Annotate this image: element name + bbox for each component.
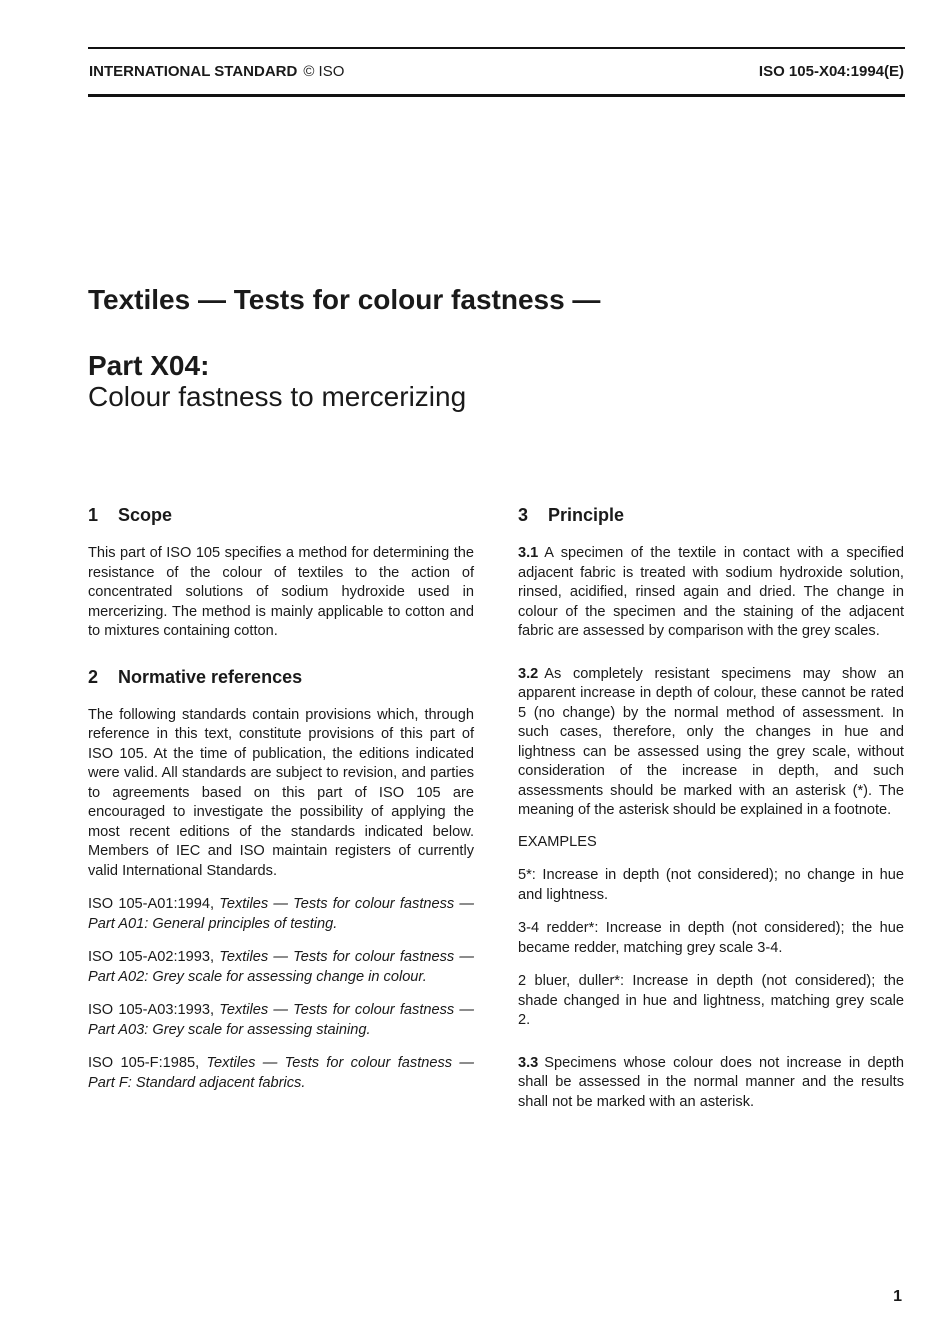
header-standard-number: ISO 105-X04:1994(E) <box>758 63 904 80</box>
header-copyright: © ISO <box>303 63 345 80</box>
section-heading-principle <box>518 503 904 527</box>
header-standard-label <box>89 63 344 80</box>
reference-code: ISO 105-A01:1994, <box>88 896 215 912</box>
scope-paragraph: This part of ISO 105 specifies a method for determining the resistance of the colour of textiles to the action of concentrated solutions of sodium hydroxide used in mercerizing. The method is mainly applicable to cotton and to mixtures containing cotton. <box>88 545 474 639</box>
section-title: Principle <box>548 505 625 525</box>
reference-item <box>88 1001 474 1040</box>
section-number: 1 <box>88 505 99 525</box>
clause-number: 3.3 <box>518 1054 539 1071</box>
section-title: Scope <box>118 505 173 525</box>
clause-3-3 <box>518 1054 904 1113</box>
page-number: 1 <box>893 1288 902 1305</box>
example-item: 5*: Increase in depth (not considered); no change in hue and lightness. <box>518 867 904 903</box>
reference-item <box>88 895 474 934</box>
reference-title: Textiles — Tests for colour fastness — Part A01: General principles of testing. <box>88 896 474 932</box>
header-top-rule <box>88 47 905 49</box>
section-title: Normative references <box>118 666 303 687</box>
clause-number: 3.1 <box>518 545 539 561</box>
example-item: 3-4 redder*: Increase in depth (not considered); the hue became redder, matching grey scale 3-4. <box>518 920 904 956</box>
section-heading-scope <box>88 503 474 527</box>
examples-label: EXAMPLES <box>518 833 597 850</box>
clause-text: Specimens whose colour does not increase in depth shall be assessed in the normal manner and the results shall not be marked with an asterisk. <box>518 1054 904 1110</box>
reference-title: Textiles — Tests for colour fastness — Part F: Standard adjacent fabrics. <box>88 1055 474 1091</box>
section-number: 3 <box>518 505 529 525</box>
right-column <box>518 503 904 1112</box>
example-item: 2 bluer, duller*: Increase in depth (not considered); the shade changed in hue and lightness, matching grey scale 2. <box>518 973 904 1028</box>
reference-title: Textiles — Tests for colour fastness — Part A02: Grey scale for assessing change in colour. <box>88 949 474 985</box>
clause-number: 3.2 <box>518 665 539 682</box>
reference-code: ISO 105-F:1985, <box>88 1055 200 1071</box>
reference-code: ISO 105-A03:1993, <box>88 1002 215 1018</box>
header-bottom-rule <box>88 94 905 97</box>
document-part: Part X04: <box>88 350 210 381</box>
document-title: Textiles — Tests for colour fastness — <box>88 284 601 315</box>
document-subtitle: Colour fastness to mercerizing <box>88 381 467 412</box>
normative-intro-paragraph: The following standards contain provisions which, through reference in this text, constitute provisions of this part of ISO 105. At the time of publication, the editions indicated were valid. All standards are subject to revision, and parties to agreements based on this part of ISO 105 are encouraged to investigate the possibility of applying the most recent editions of the standards indicated below. Members of IEC and ISO maintain registers of currently valid International Standards. <box>88 706 474 879</box>
left-column <box>88 503 474 1093</box>
reference-item <box>88 1054 474 1093</box>
header-standard-type: INTERNATIONAL STANDARD <box>89 63 298 80</box>
reference-code: ISO 105-A02:1993, <box>88 949 215 965</box>
clause-3-1 <box>518 544 904 642</box>
clause-3-2 <box>518 665 904 821</box>
section-number: 2 <box>88 666 99 687</box>
section-heading-normative-references <box>88 665 474 689</box>
clause-text: As completely resistant specimens may show an apparent increase in depth of colour, these cannot be rated 5 (no change) by the normal method of assessment. In such cases, therefore, only the changes in hue and lightness can be assessed using the grey scale, without consideration of the increase in depth, and such assessments should be marked with an asterisk (*). The meaning of the asterisk should be explained in a footnote. <box>518 665 904 818</box>
clause-text: A specimen of the textile in contact with a specified adjacent fabric is treated with sodium hydroxide solution, rinsed, acidified, rinsed again and dried. The change in colour of the specimen and the staining of the adjacent fabric are assessed by comparison with the grey scales. <box>518 545 904 639</box>
reference-title: Textiles — Tests for colour fastness — Part A03: Grey scale for assessing staining. <box>88 1002 474 1038</box>
reference-item <box>88 948 474 987</box>
